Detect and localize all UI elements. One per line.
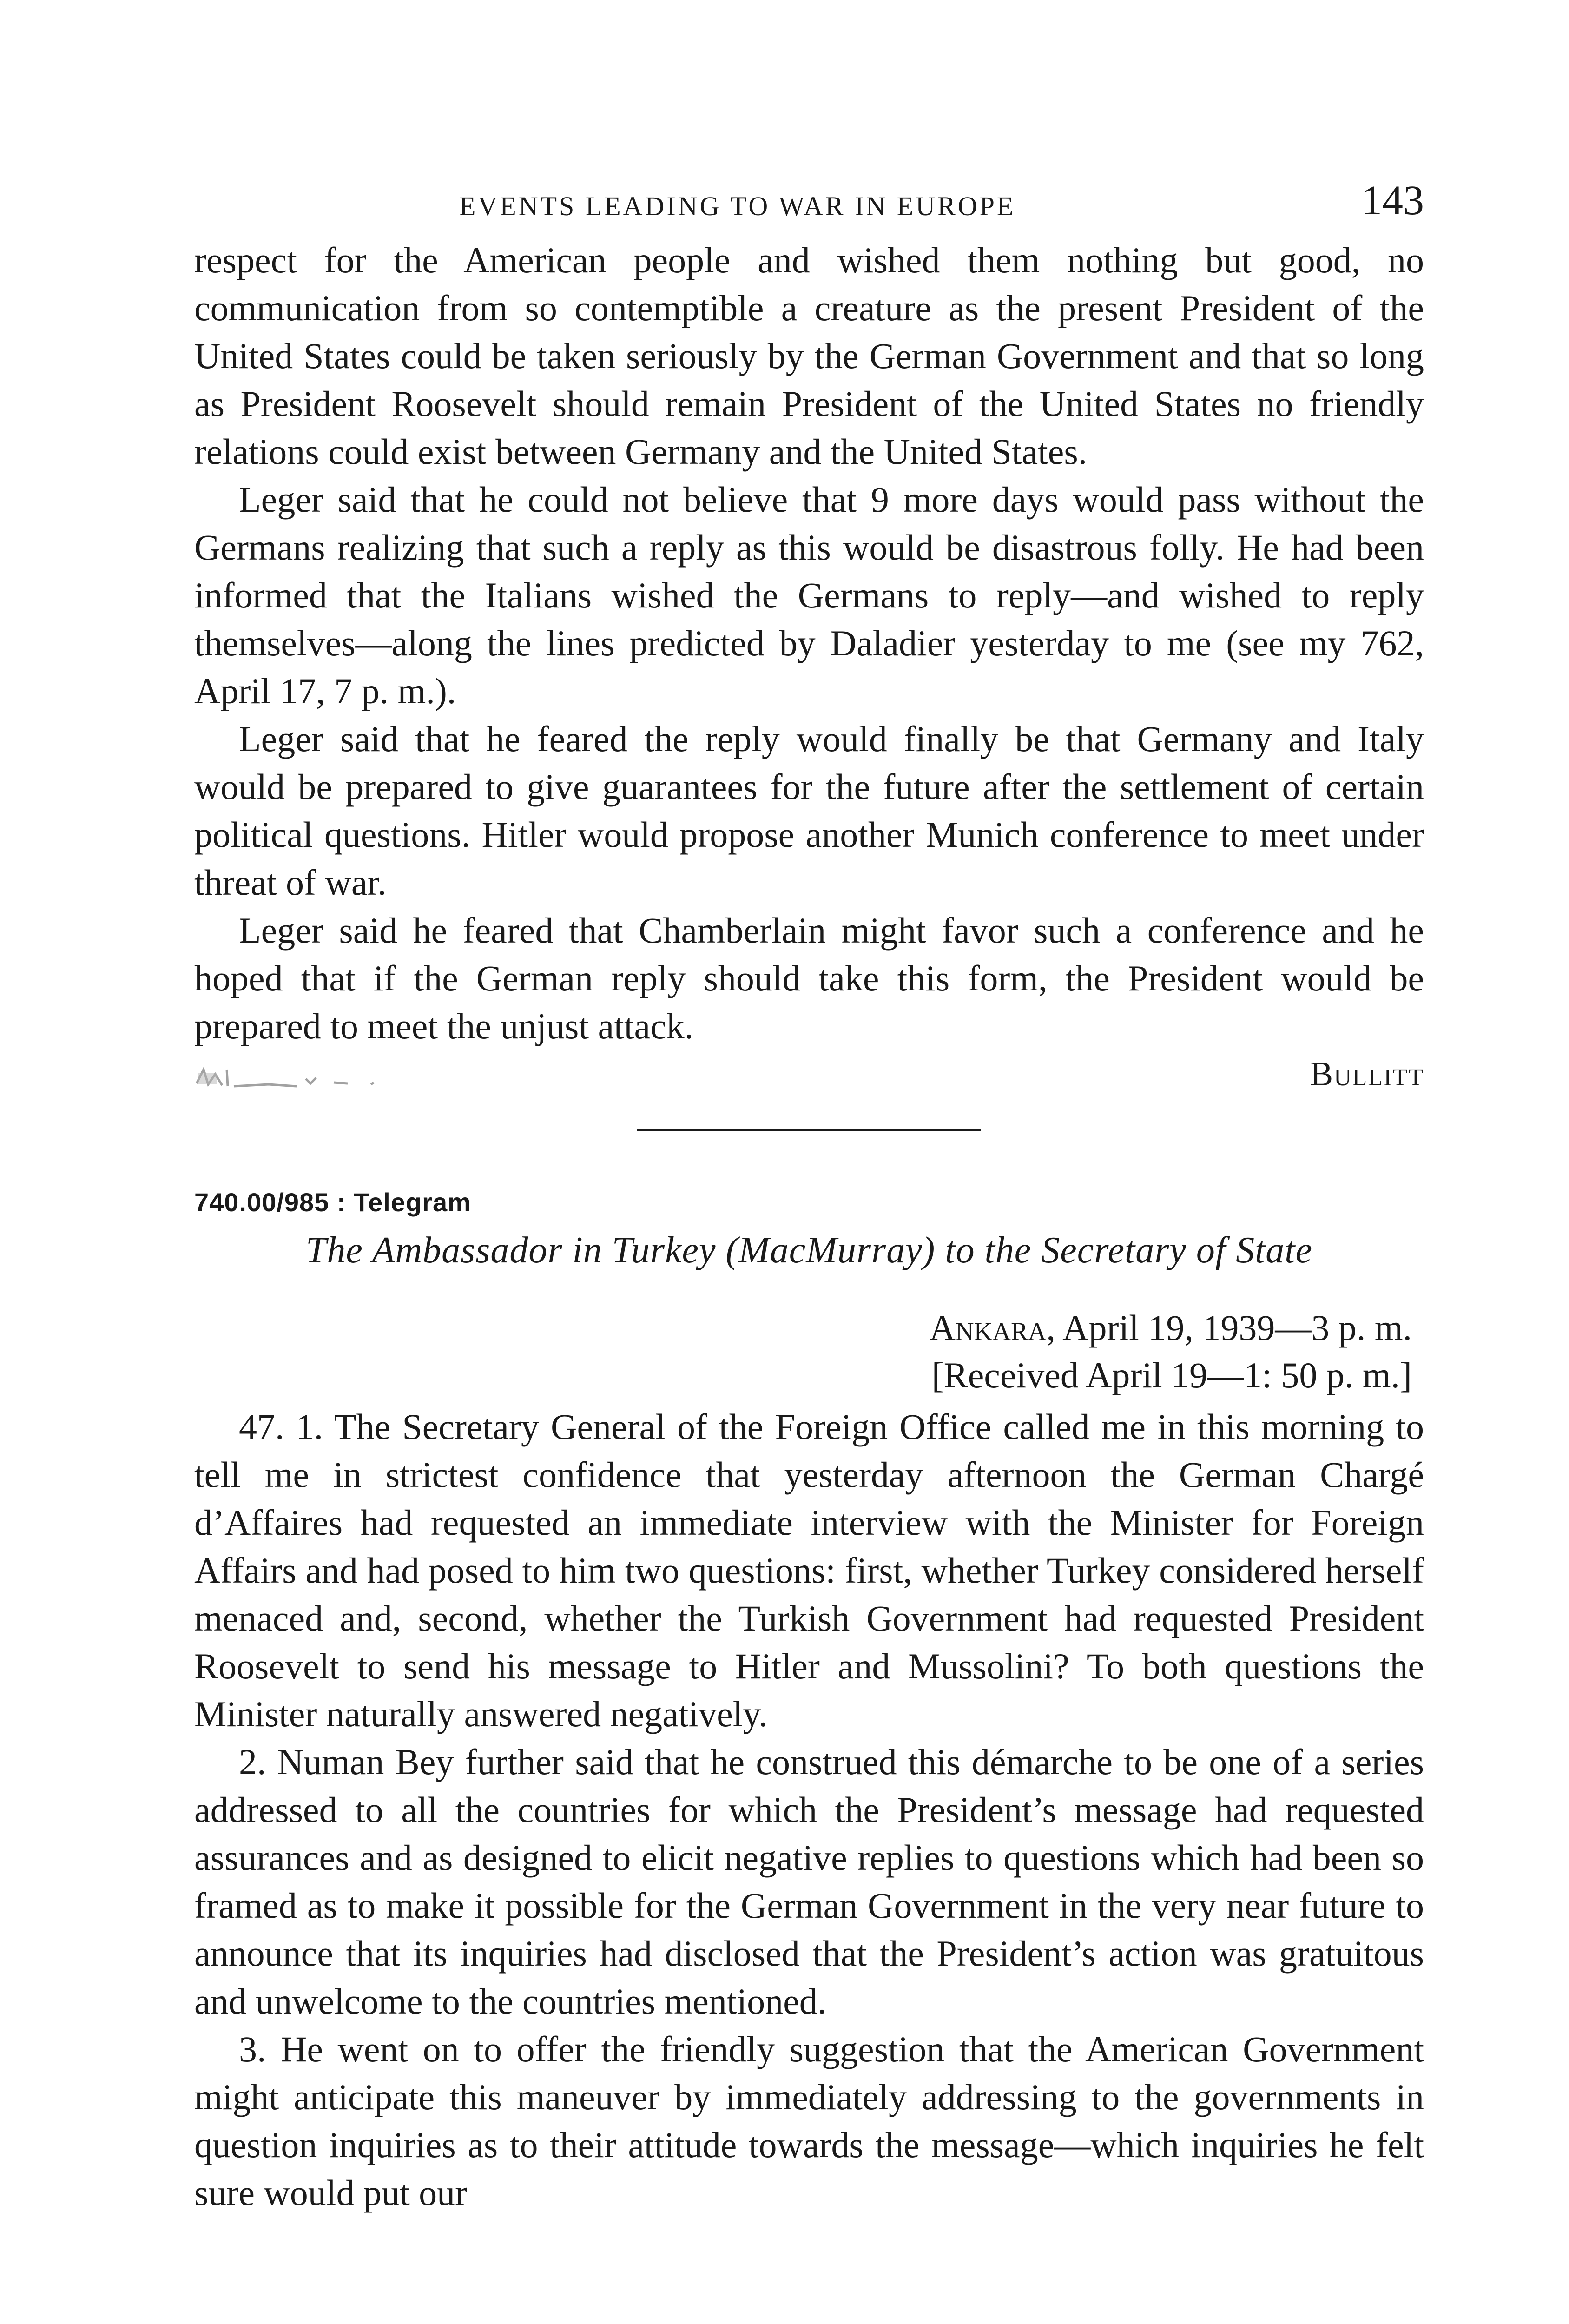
dateline	[194, 1304, 1424, 1399]
paragraph: Leger said he feared that Chamberlain might favor such a conference and he hoped that if the German reply should take this form, the President would be prepared to meet the unjust attack.	[194, 910, 1424, 1046]
faint-stamp-mark	[194, 1056, 455, 1093]
section-divider	[637, 1129, 981, 1131]
dateline-date: April 19, 1939—3 p. m.	[1062, 1307, 1412, 1348]
signature: Bullitt	[1310, 1055, 1424, 1093]
dateline-received: [Received April 19—1: 50 p. m.]	[931, 1355, 1412, 1395]
running-head	[194, 177, 1424, 232]
document-page	[194, 177, 1424, 2217]
dateline-place: Ankara,	[929, 1307, 1055, 1348]
file-reference: 740.00/985 : Telegram	[194, 1188, 471, 1217]
dateline-sent	[194, 1304, 1412, 1352]
telegram-document	[194, 1187, 1424, 2217]
paragraph: 2. Numan Bey further said that he construed this démarche to be one of a series addressed to all the countries for which the President’s message had requested assurances and as designed to elicit negative replies to questions which had been so framed as to make it possible for the German Government in the very near future to announce that its inquiries had disclosed that the President’s action was gratuitous and unwelcome to the countries mentioned.	[194, 1742, 1424, 2021]
paragraph: 47. 1. The Secretary General of the Foreign Office called me in this morning to tell me in strictest confidence that yesterday afternoon the German Chargé d’Affaires had requested an immediate interview with the Minister for Foreign Affairs and had posed to him two questions: first, whether Turkey considered herself menaced and, second, whether the Turkish Government had requested President Roosevelt to send his message to Hitler and Mussolini? To both questions the Minister naturally answered negatively.	[194, 1406, 1424, 1734]
paragraph: 3. He went on to offer the friendly suggestion that the American Government might anticipate this maneuver by immediately addressing to the governments in question inquiries as to their attitude towards the message—which inquiries he felt sure would put our	[194, 2029, 1424, 2213]
top-section	[194, 236, 1424, 1131]
paragraph: Leger said that he feared the reply would finally be that Germany and Italy would be prepared to give guarantees for the future after the settlement of certain political questions. Hitler would propose another Munich conference to meet under threat of war.	[194, 719, 1424, 903]
page-number: 143	[1361, 178, 1424, 224]
document-title: The Ambassador in Turkey (MacMurray) to the Secretary of State	[305, 1230, 1313, 1271]
running-title: EVENTS LEADING TO WAR IN EUROPE	[459, 191, 1016, 221]
signature-row	[194, 1050, 1424, 1106]
paragraph: respect for the American people and wished them nothing but good, no communication from so contemptible a creature as the present President of the United States could be taken seriously by the German Government and that so long as President Roosevelt should remain President of the United States no friendly relations could exist between Germany and the United States.	[194, 240, 1424, 472]
paragraph: Leger said that he could not believe that 9 more days would pass without the Germans realizing that such a reply as this would be disastrous folly. He had been informed that the Italians wished the Germans to reply—and wished to reply themselves—along the lines predicted by Daladier yesterday to me (see my 762, April 17, 7 p. m.).	[194, 479, 1424, 711]
